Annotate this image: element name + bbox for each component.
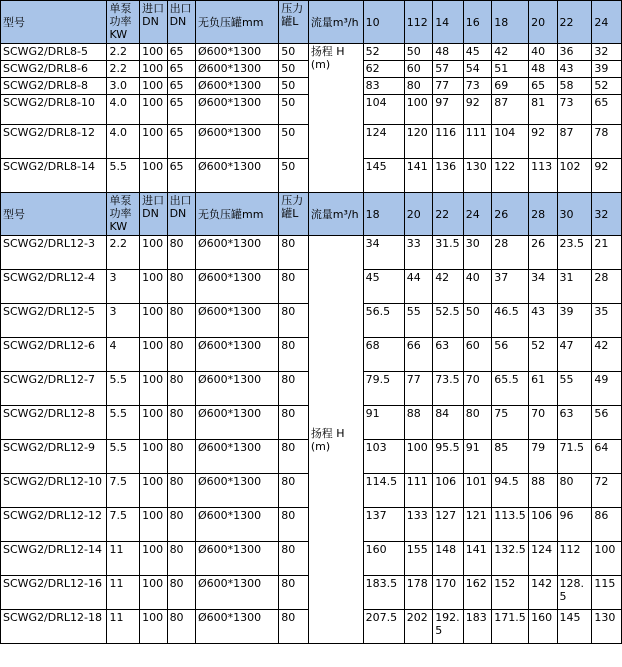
lift-value-cell: 80 xyxy=(557,474,592,508)
model-header: 型号 xyxy=(1,193,107,236)
inlet-cell: 100 xyxy=(140,304,167,338)
lift-value-cell: 92 xyxy=(463,95,491,125)
lift-value-cell: 73 xyxy=(463,78,491,95)
lift-value-cell: 124 xyxy=(529,542,557,576)
lift-value-cell: 95.5 xyxy=(433,440,464,474)
lift-value-cell: 65.5 xyxy=(492,372,529,406)
header-row xyxy=(1,193,622,236)
power-cell: 4 xyxy=(107,338,140,372)
lift-value-cell: 66 xyxy=(404,338,432,372)
lift-value-cell: 44 xyxy=(404,270,432,304)
tank-cell: Ø600*1300 xyxy=(196,78,279,95)
lift-value-cell: 21 xyxy=(592,236,622,270)
flow-value-header: 14 xyxy=(433,1,464,44)
pressure-tank-cell: 80 xyxy=(279,338,309,372)
pressure-tank-cell: 80 xyxy=(279,270,309,304)
lift-value-cell: 39 xyxy=(592,61,622,78)
tank-cell: Ø600*1300 xyxy=(196,95,279,125)
lift-value-cell: 26 xyxy=(529,236,557,270)
inlet-cell: 100 xyxy=(140,474,167,508)
inlet-cell: 100 xyxy=(140,372,167,406)
lift-value-cell: 84 xyxy=(433,406,464,440)
power-cell: 4.0 xyxy=(107,95,140,125)
lift-value-cell: 62 xyxy=(363,61,404,78)
lift-value-cell: 160 xyxy=(529,610,557,644)
table-row xyxy=(1,44,622,61)
lift-value-cell: 31 xyxy=(557,270,592,304)
model-cell: SCWG2/DRL8-8 xyxy=(1,78,107,95)
lift-value-cell: 23.5 xyxy=(557,236,592,270)
tank-cell: Ø600*1300 xyxy=(196,44,279,61)
power-cell: 5.5 xyxy=(107,372,140,406)
power-cell: 7.5 xyxy=(107,474,140,508)
flow-value-header: 10 xyxy=(363,1,404,44)
outlet-cell: 80 xyxy=(167,304,195,338)
lift-value-cell: 48 xyxy=(529,61,557,78)
lift-value-cell: 85 xyxy=(492,440,529,474)
lift-value-cell: 30 xyxy=(463,236,491,270)
lift-value-cell: 45 xyxy=(363,270,404,304)
outlet-cell: 65 xyxy=(167,44,195,61)
outlet-cell: 80 xyxy=(167,610,195,644)
tank-cell: Ø600*1300 xyxy=(196,125,279,159)
lift-value-cell: 43 xyxy=(557,61,592,78)
lift-value-cell: 56.5 xyxy=(363,304,404,338)
lift-value-cell: 48 xyxy=(433,44,464,61)
model-cell: SCWG2/DRL12-16 xyxy=(1,576,107,610)
lift-value-cell: 142 xyxy=(529,576,557,610)
flow-value-header: 22 xyxy=(433,193,464,236)
lift-value-cell: 47 xyxy=(557,338,592,372)
lift-value-cell: 78 xyxy=(592,125,622,159)
power-cell: 3 xyxy=(107,270,140,304)
lift-value-cell: 88 xyxy=(404,406,432,440)
inlet-cell: 100 xyxy=(140,61,167,78)
lift-value-cell: 132.5 xyxy=(492,542,529,576)
header-row xyxy=(1,1,622,44)
pressure-tank-cell: 80 xyxy=(279,542,309,576)
lift-value-cell: 124 xyxy=(363,125,404,159)
lift-value-cell: 112 xyxy=(557,542,592,576)
tank-cell: Ø600*1300 xyxy=(196,61,279,78)
tank-cell: Ø600*1300 xyxy=(196,270,279,304)
inlet-cell: 100 xyxy=(140,125,167,159)
power-header: 单泵功率KW xyxy=(107,1,140,44)
lift-value-cell: 28 xyxy=(592,270,622,304)
lift-value-cell: 183 xyxy=(463,610,491,644)
lift-value-cell: 192.5 xyxy=(433,610,464,644)
inlet-cell: 100 xyxy=(140,542,167,576)
model-cell: SCWG2/DRL12-10 xyxy=(1,474,107,508)
inlet-cell: 100 xyxy=(140,576,167,610)
lift-value-cell: 92 xyxy=(592,159,622,193)
lift-value-cell: 28 xyxy=(492,236,529,270)
lift-value-cell: 54 xyxy=(463,61,491,78)
outlet-header: 出口DN xyxy=(167,1,195,44)
lift-value-cell: 128.5 xyxy=(557,576,592,610)
power-cell: 11 xyxy=(107,576,140,610)
lift-value-cell: 145 xyxy=(557,610,592,644)
pressure-tank-cell: 50 xyxy=(279,125,309,159)
pressure-tank-header: 压力罐L xyxy=(279,1,309,44)
lift-value-cell: 137 xyxy=(363,508,404,542)
lift-value-cell: 33 xyxy=(404,236,432,270)
pressure-tank-cell: 50 xyxy=(279,61,309,78)
tank-cell: Ø600*1300 xyxy=(196,338,279,372)
tank-cell: Ø600*1300 xyxy=(196,440,279,474)
power-cell: 2.2 xyxy=(107,236,140,270)
flow-value-header: 24 xyxy=(463,193,491,236)
inlet-header: 进口DN xyxy=(140,1,167,44)
model-cell: SCWG2/DRL12-7 xyxy=(1,372,107,406)
lift-value-cell: 81 xyxy=(529,95,557,125)
outlet-cell: 65 xyxy=(167,159,195,193)
lift-value-cell: 42 xyxy=(433,270,464,304)
lift-value-cell: 141 xyxy=(463,542,491,576)
tank-cell: Ø600*1300 xyxy=(196,236,279,270)
power-cell: 2.2 xyxy=(107,61,140,78)
lift-value-cell: 61 xyxy=(529,372,557,406)
lift-value-cell: 102 xyxy=(557,159,592,193)
lift-label: 扬程 H (m) xyxy=(308,236,363,644)
tank-cell: Ø600*1300 xyxy=(196,576,279,610)
model-cell: SCWG2/DRL12-6 xyxy=(1,338,107,372)
lift-value-cell: 160 xyxy=(363,542,404,576)
outlet-cell: 80 xyxy=(167,372,195,406)
pressure-tank-cell: 80 xyxy=(279,304,309,338)
outlet-cell: 80 xyxy=(167,236,195,270)
lift-value-cell: 141 xyxy=(404,159,432,193)
pressure-tank-header: 压力罐L xyxy=(279,193,309,236)
lift-value-cell: 73.5 xyxy=(433,372,464,406)
lift-value-cell: 115 xyxy=(592,576,622,610)
outlet-cell: 80 xyxy=(167,576,195,610)
lift-value-cell: 42 xyxy=(592,338,622,372)
outlet-cell: 80 xyxy=(167,406,195,440)
lift-value-cell: 56 xyxy=(492,338,529,372)
lift-value-cell: 104 xyxy=(363,95,404,125)
model-cell: SCWG2/DRL8-5 xyxy=(1,44,107,61)
power-cell: 11 xyxy=(107,610,140,644)
lift-value-cell: 34 xyxy=(363,236,404,270)
lift-value-cell: 91 xyxy=(463,440,491,474)
lift-value-cell: 100 xyxy=(404,95,432,125)
lift-value-cell: 178 xyxy=(404,576,432,610)
lift-value-cell: 170 xyxy=(433,576,464,610)
model-cell: SCWG2/DRL8-12 xyxy=(1,125,107,159)
lift-value-cell: 64 xyxy=(592,440,622,474)
lift-value-cell: 79 xyxy=(529,440,557,474)
lift-value-cell: 106 xyxy=(433,474,464,508)
pressure-tank-cell: 50 xyxy=(279,44,309,61)
lift-value-cell: 40 xyxy=(529,44,557,61)
flow-value-header: 26 xyxy=(492,193,529,236)
tank-cell: Ø600*1300 xyxy=(196,610,279,644)
lift-value-cell: 148 xyxy=(433,542,464,576)
outlet-cell: 80 xyxy=(167,508,195,542)
outlet-cell: 65 xyxy=(167,95,195,125)
lift-value-cell: 70 xyxy=(529,406,557,440)
lift-value-cell: 32 xyxy=(592,44,622,61)
inlet-cell: 100 xyxy=(140,270,167,304)
flow-value-header: 30 xyxy=(557,193,592,236)
lift-value-cell: 183.5 xyxy=(363,576,404,610)
lift-value-cell: 50 xyxy=(463,304,491,338)
lift-value-cell: 40 xyxy=(463,270,491,304)
pressure-tank-cell: 80 xyxy=(279,440,309,474)
lift-value-cell: 77 xyxy=(433,78,464,95)
pressure-tank-cell: 80 xyxy=(279,508,309,542)
inlet-cell: 100 xyxy=(140,406,167,440)
lift-value-cell: 72 xyxy=(592,474,622,508)
lift-value-cell: 96 xyxy=(557,508,592,542)
pressure-tank-cell: 50 xyxy=(279,78,309,95)
lift-value-cell: 69 xyxy=(492,78,529,95)
flow-value-header: 112 xyxy=(404,1,432,44)
lift-value-cell: 202 xyxy=(404,610,432,644)
lift-value-cell: 31.5 xyxy=(433,236,464,270)
lift-value-cell: 57 xyxy=(433,61,464,78)
lift-value-cell: 52 xyxy=(363,44,404,61)
power-cell: 3.0 xyxy=(107,78,140,95)
pressure-tank-cell: 50 xyxy=(279,95,309,125)
power-cell: 5.5 xyxy=(107,159,140,193)
lift-value-cell: 116 xyxy=(433,125,464,159)
pressure-tank-cell: 80 xyxy=(279,406,309,440)
pressure-tank-cell: 80 xyxy=(279,372,309,406)
lift-value-cell: 113 xyxy=(529,159,557,193)
power-cell: 11 xyxy=(107,542,140,576)
pressure-tank-cell: 80 xyxy=(279,474,309,508)
outlet-cell: 80 xyxy=(167,338,195,372)
inlet-cell: 100 xyxy=(140,95,167,125)
lift-value-cell: 207.5 xyxy=(363,610,404,644)
lift-value-cell: 111 xyxy=(463,125,491,159)
tank-cell: Ø600*1300 xyxy=(196,372,279,406)
lift-value-cell: 162 xyxy=(463,576,491,610)
lift-value-cell: 91 xyxy=(363,406,404,440)
outlet-cell: 65 xyxy=(167,125,195,159)
flow-value-header: 28 xyxy=(529,193,557,236)
lift-value-cell: 77 xyxy=(404,372,432,406)
lift-value-cell: 63 xyxy=(433,338,464,372)
power-cell: 4.0 xyxy=(107,125,140,159)
lift-value-cell: 83 xyxy=(363,78,404,95)
lift-value-cell: 68 xyxy=(363,338,404,372)
flow-header: 流量m³/h xyxy=(308,1,363,44)
model-cell: SCWG2/DRL8-10 xyxy=(1,95,107,125)
lift-value-cell: 73 xyxy=(557,95,592,125)
tank-header: 无负压罐mm xyxy=(196,193,279,236)
flow-value-header: 24 xyxy=(592,1,622,44)
lift-value-cell: 136 xyxy=(433,159,464,193)
lift-value-cell: 80 xyxy=(404,78,432,95)
lift-value-cell: 75 xyxy=(492,406,529,440)
lift-value-cell: 52.5 xyxy=(433,304,464,338)
outlet-cell: 65 xyxy=(167,61,195,78)
lift-value-cell: 49 xyxy=(592,372,622,406)
power-cell: 3 xyxy=(107,304,140,338)
lift-value-cell: 88 xyxy=(529,474,557,508)
lift-value-cell: 36 xyxy=(557,44,592,61)
lift-value-cell: 94.5 xyxy=(492,474,529,508)
flow-header: 流量m³/h xyxy=(308,193,363,236)
lift-value-cell: 35 xyxy=(592,304,622,338)
model-cell: SCWG2/DRL12-4 xyxy=(1,270,107,304)
tank-cell: Ø600*1300 xyxy=(196,508,279,542)
lift-value-cell: 171.5 xyxy=(492,610,529,644)
inlet-cell: 100 xyxy=(140,338,167,372)
lift-value-cell: 114.5 xyxy=(363,474,404,508)
lift-value-cell: 100 xyxy=(404,440,432,474)
outlet-cell: 80 xyxy=(167,474,195,508)
pressure-tank-cell: 80 xyxy=(279,576,309,610)
lift-value-cell: 63 xyxy=(557,406,592,440)
lift-value-cell: 71.5 xyxy=(557,440,592,474)
flow-value-header: 16 xyxy=(463,1,491,44)
lift-value-cell: 104 xyxy=(492,125,529,159)
power-header: 单泵功率KW xyxy=(107,193,140,236)
lift-value-cell: 80 xyxy=(463,406,491,440)
model-cell: SCWG2/DRL12-14 xyxy=(1,542,107,576)
inlet-cell: 100 xyxy=(140,44,167,61)
lift-value-cell: 111 xyxy=(404,474,432,508)
power-cell: 5.5 xyxy=(107,440,140,474)
lift-value-cell: 127 xyxy=(433,508,464,542)
inlet-cell: 100 xyxy=(140,78,167,95)
lift-value-cell: 34 xyxy=(529,270,557,304)
lift-value-cell: 121 xyxy=(463,508,491,542)
tank-cell: Ø600*1300 xyxy=(196,474,279,508)
pressure-tank-cell: 80 xyxy=(279,236,309,270)
lift-value-cell: 122 xyxy=(492,159,529,193)
inlet-cell: 100 xyxy=(140,508,167,542)
outlet-cell: 80 xyxy=(167,542,195,576)
lift-value-cell: 87 xyxy=(557,125,592,159)
tank-cell: Ø600*1300 xyxy=(196,406,279,440)
lift-value-cell: 55 xyxy=(557,372,592,406)
lift-value-cell: 120 xyxy=(404,125,432,159)
flow-value-header: 20 xyxy=(529,1,557,44)
lift-value-cell: 52 xyxy=(529,338,557,372)
lift-value-cell: 51 xyxy=(492,61,529,78)
inlet-cell: 100 xyxy=(140,440,167,474)
lift-value-cell: 113.5 xyxy=(492,508,529,542)
model-cell: SCWG2/DRL12-8 xyxy=(1,406,107,440)
lift-value-cell: 97 xyxy=(433,95,464,125)
power-cell: 5.5 xyxy=(107,406,140,440)
lift-value-cell: 87 xyxy=(492,95,529,125)
model-cell: SCWG2/DRL12-9 xyxy=(1,440,107,474)
model-header: 型号 xyxy=(1,1,107,44)
lift-value-cell: 106 xyxy=(529,508,557,542)
model-cell: SCWG2/DRL12-12 xyxy=(1,508,107,542)
lift-value-cell: 42 xyxy=(492,44,529,61)
lift-value-cell: 130 xyxy=(592,610,622,644)
lift-value-cell: 65 xyxy=(529,78,557,95)
lift-value-cell: 79.5 xyxy=(363,372,404,406)
tank-header: 无负压罐mm xyxy=(196,1,279,44)
model-cell: SCWG2/DRL12-3 xyxy=(1,236,107,270)
lift-value-cell: 103 xyxy=(363,440,404,474)
lift-value-cell: 46.5 xyxy=(492,304,529,338)
lift-value-cell: 70 xyxy=(463,372,491,406)
flow-value-header: 22 xyxy=(557,1,592,44)
pressure-tank-cell: 50 xyxy=(279,159,309,193)
model-cell: SCWG2/DRL8-14 xyxy=(1,159,107,193)
lift-label: 扬程 H (m) xyxy=(308,44,363,193)
lift-value-cell: 133 xyxy=(404,508,432,542)
tank-cell: Ø600*1300 xyxy=(196,304,279,338)
lift-value-cell: 60 xyxy=(463,338,491,372)
inlet-cell: 100 xyxy=(140,159,167,193)
outlet-cell: 65 xyxy=(167,78,195,95)
lift-value-cell: 86 xyxy=(592,508,622,542)
model-cell: SCWG2/DRL12-5 xyxy=(1,304,107,338)
lift-value-cell: 101 xyxy=(463,474,491,508)
lift-value-cell: 58 xyxy=(557,78,592,95)
flow-value-header: 32 xyxy=(592,193,622,236)
table-row xyxy=(1,236,622,270)
tank-cell: Ø600*1300 xyxy=(196,542,279,576)
lift-value-cell: 100 xyxy=(592,542,622,576)
lift-value-cell: 130 xyxy=(463,159,491,193)
lift-value-cell: 37 xyxy=(492,270,529,304)
tank-cell: Ø600*1300 xyxy=(196,159,279,193)
outlet-cell: 80 xyxy=(167,440,195,474)
flow-value-header: 20 xyxy=(404,193,432,236)
lift-value-cell: 145 xyxy=(363,159,404,193)
outlet-header: 出口DN xyxy=(167,193,195,236)
lift-value-cell: 92 xyxy=(529,125,557,159)
lift-value-cell: 43 xyxy=(529,304,557,338)
model-cell: SCWG2/DRL8-6 xyxy=(1,61,107,78)
flow-value-header: 18 xyxy=(492,1,529,44)
power-cell: 2.2 xyxy=(107,44,140,61)
lift-value-cell: 60 xyxy=(404,61,432,78)
lift-value-cell: 65 xyxy=(592,95,622,125)
inlet-cell: 100 xyxy=(140,610,167,644)
lift-value-cell: 50 xyxy=(404,44,432,61)
pressure-tank-cell: 80 xyxy=(279,610,309,644)
inlet-cell: 100 xyxy=(140,236,167,270)
power-cell: 7.5 xyxy=(107,508,140,542)
model-cell: SCWG2/DRL12-18 xyxy=(1,610,107,644)
lift-value-cell: 55 xyxy=(404,304,432,338)
lift-value-cell: 45 xyxy=(463,44,491,61)
lift-value-cell: 56 xyxy=(592,406,622,440)
outlet-cell: 80 xyxy=(167,270,195,304)
inlet-header: 进口DN xyxy=(140,193,167,236)
flow-value-header: 18 xyxy=(363,193,404,236)
lift-value-cell: 152 xyxy=(492,576,529,610)
lift-value-cell: 39 xyxy=(557,304,592,338)
lift-value-cell: 52 xyxy=(592,78,622,95)
lift-value-cell: 155 xyxy=(404,542,432,576)
